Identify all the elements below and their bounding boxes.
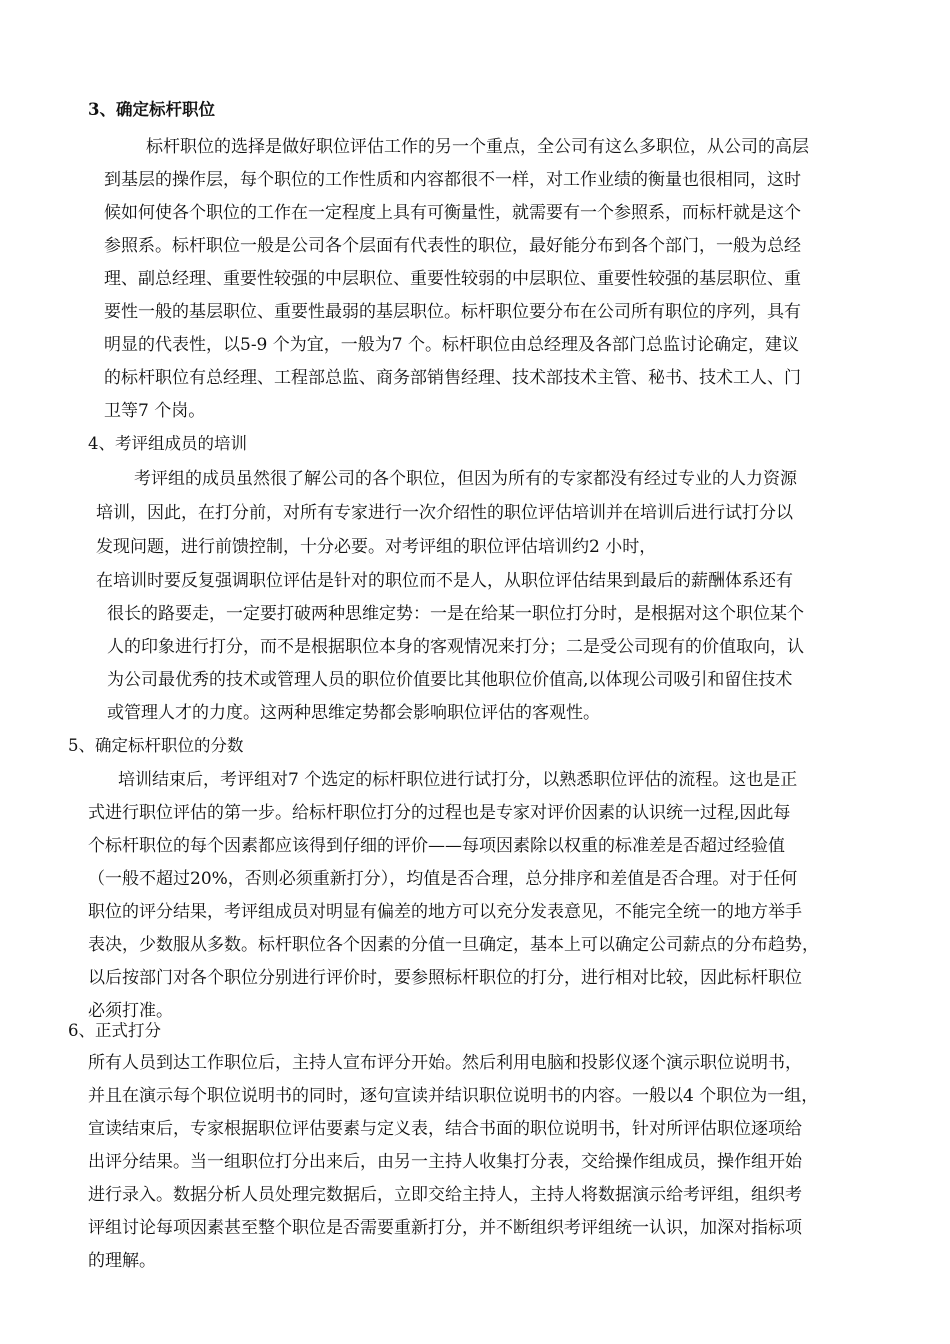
paragraph-line: 职位的评分结果，考评组成员对明显有偏差的地方可以充分发表意见，不能完全统一的地方举手 <box>88 902 802 922</box>
paragraph-line: 卫等7 个岗。 <box>104 401 206 421</box>
paragraph-line: 评组讨论每项因素甚至整个职位是否需要重新打分，并不断组织考评组统一认识，加深对指标项 <box>88 1218 802 1238</box>
section-6-heading: 6、正式打分 <box>68 1021 161 1040</box>
paragraph-line: 发现问题，进行前馈控制，十分必要。对考评组的职位评估培训约2 小时， <box>96 537 657 557</box>
paragraph-line: 出评分结果。当一组职位打分出来后，由另一主持人收集打分表，交给操作组成员，操作组开始 <box>88 1152 802 1172</box>
paragraph-line: （一般不超过20%，否则必须重新打分），均值是否合理，总分排序和差值是否合理。对于任何 <box>88 869 798 889</box>
paragraph-line: 所有人员到达工作职位后，主持人宣布评分开始。然后利用电脑和投影仪逐个演示职位说明书， <box>88 1053 802 1073</box>
paragraph-line: 进行录入。数据分析人员处理完数据后，立即交给主持人，主持人将数据演示给考评组，组织考 <box>88 1185 802 1205</box>
paragraph-line: 为公司最优秀的技术或管理人员的职位价值要比其他职位价值高,以体现公司吸引和留住技术 <box>107 670 793 690</box>
paragraph-line: 并且在演示每个职位说明书的同时，逐句宣读并结识职位说明书的内容。一般以4 个职位为一组， <box>88 1086 819 1106</box>
section-3-heading: 3、确定标杆职位 <box>88 100 215 119</box>
paragraph-line: 或管理人才的力度。这两种思维定势都会影响职位评估的客观性。 <box>107 703 600 723</box>
paragraph-line: 表决，少数服从多数。标杆职位各个因素的分值一旦确定，基本上可以确定公司薪点的分布趋势， <box>88 935 819 955</box>
paragraph-line: 宣读结束后，专家根据职位评估要素与定义表，结合书面的职位说明书，针对所评估职位逐项给 <box>88 1119 802 1139</box>
paragraph-line: 必须打准。 <box>88 1001 173 1021</box>
paragraph-line: 以后按部门对各个职位分别进行评价时，要参照标杆职位的打分，进行相对比较，因此标杆职位 <box>88 968 802 988</box>
paragraph-line: 培训，因此，在打分前，对所有专家进行一次介绍性的职位评估培训并在培训后进行试打分以 <box>96 503 793 523</box>
paragraph-line: 个标杆职位的每个因素都应该得到仔细的评价——每项因素除以权重的标准差是否超过经验值 <box>88 836 785 856</box>
paragraph-line: 很长的路要走，一定要打破两种思维定势：一是在给某一职位打分时，是根据对这个职位某个 <box>107 604 804 624</box>
paragraph-line: 式进行职位评估的第一步。给标杆职位打分的过程也是专家对评价因素的认识统一过程,因此每 <box>88 803 791 823</box>
paragraph-line: 参照系。标杆职位一般是公司各个层面有代表性的职位，最好能分布到各个部门，一般为总经 <box>104 236 801 256</box>
paragraph-line: 要性一般的基层职位、重要性最弱的基层职位。标杆职位要分布在公司所有职位的序列，具有 <box>104 302 801 322</box>
paragraph-line: 到基层的操作层，每个职位的工作性质和内容都很不一样，对工作业绩的衡量也很相同，这时 <box>104 170 801 190</box>
paragraph-line: 的标杆职位有总经理、工程部总监、商务部销售经理、技术部技术主管、秘书、技术工人、门 <box>104 368 801 388</box>
paragraph-line: 明显的代表性，以5-9 个为宜，一般为7 个。标杆职位由总经理及各部门总监讨论确定，建议 <box>104 335 799 355</box>
paragraph-line: 的理解。 <box>88 1251 156 1271</box>
paragraph-line: 理、副总经理、重要性较强的中层职位、重要性较弱的中层职位、重要性较强的基层职位、重 <box>104 269 801 289</box>
section-4-heading: 4、考评组成员的培训 <box>88 434 247 453</box>
paragraph-line: 考评组的成员虽然很了解公司的各个职位，但因为所有的专家都没有经过专业的人力资源 <box>134 469 797 489</box>
paragraph-line: 人的印象进行打分，而不是根据职位本身的客观情况来打分；二是受公司现有的价值取向，认 <box>107 637 804 657</box>
paragraph-line: 培训结束后，考评组对7 个选定的标杆职位进行试打分，以熟悉职位评估的流程。这也是正 <box>118 770 798 790</box>
paragraph-line: 候如何使各个职位的工作在一定程度上具有可衡量性，就需要有一个参照系，而标杆就是这个 <box>104 203 801 223</box>
section-5-heading: 5、确定标杆职位的分数 <box>68 736 244 755</box>
paragraph-line: 在培训时要反复强调职位评估是针对的职位而不是人，从职位评估结果到最后的薪酬体系还有 <box>96 571 793 591</box>
paragraph-line: 标杆职位的选择是做好职位评估工作的另一个重点，全公司有这么多职位，从公司的高层 <box>146 137 809 157</box>
